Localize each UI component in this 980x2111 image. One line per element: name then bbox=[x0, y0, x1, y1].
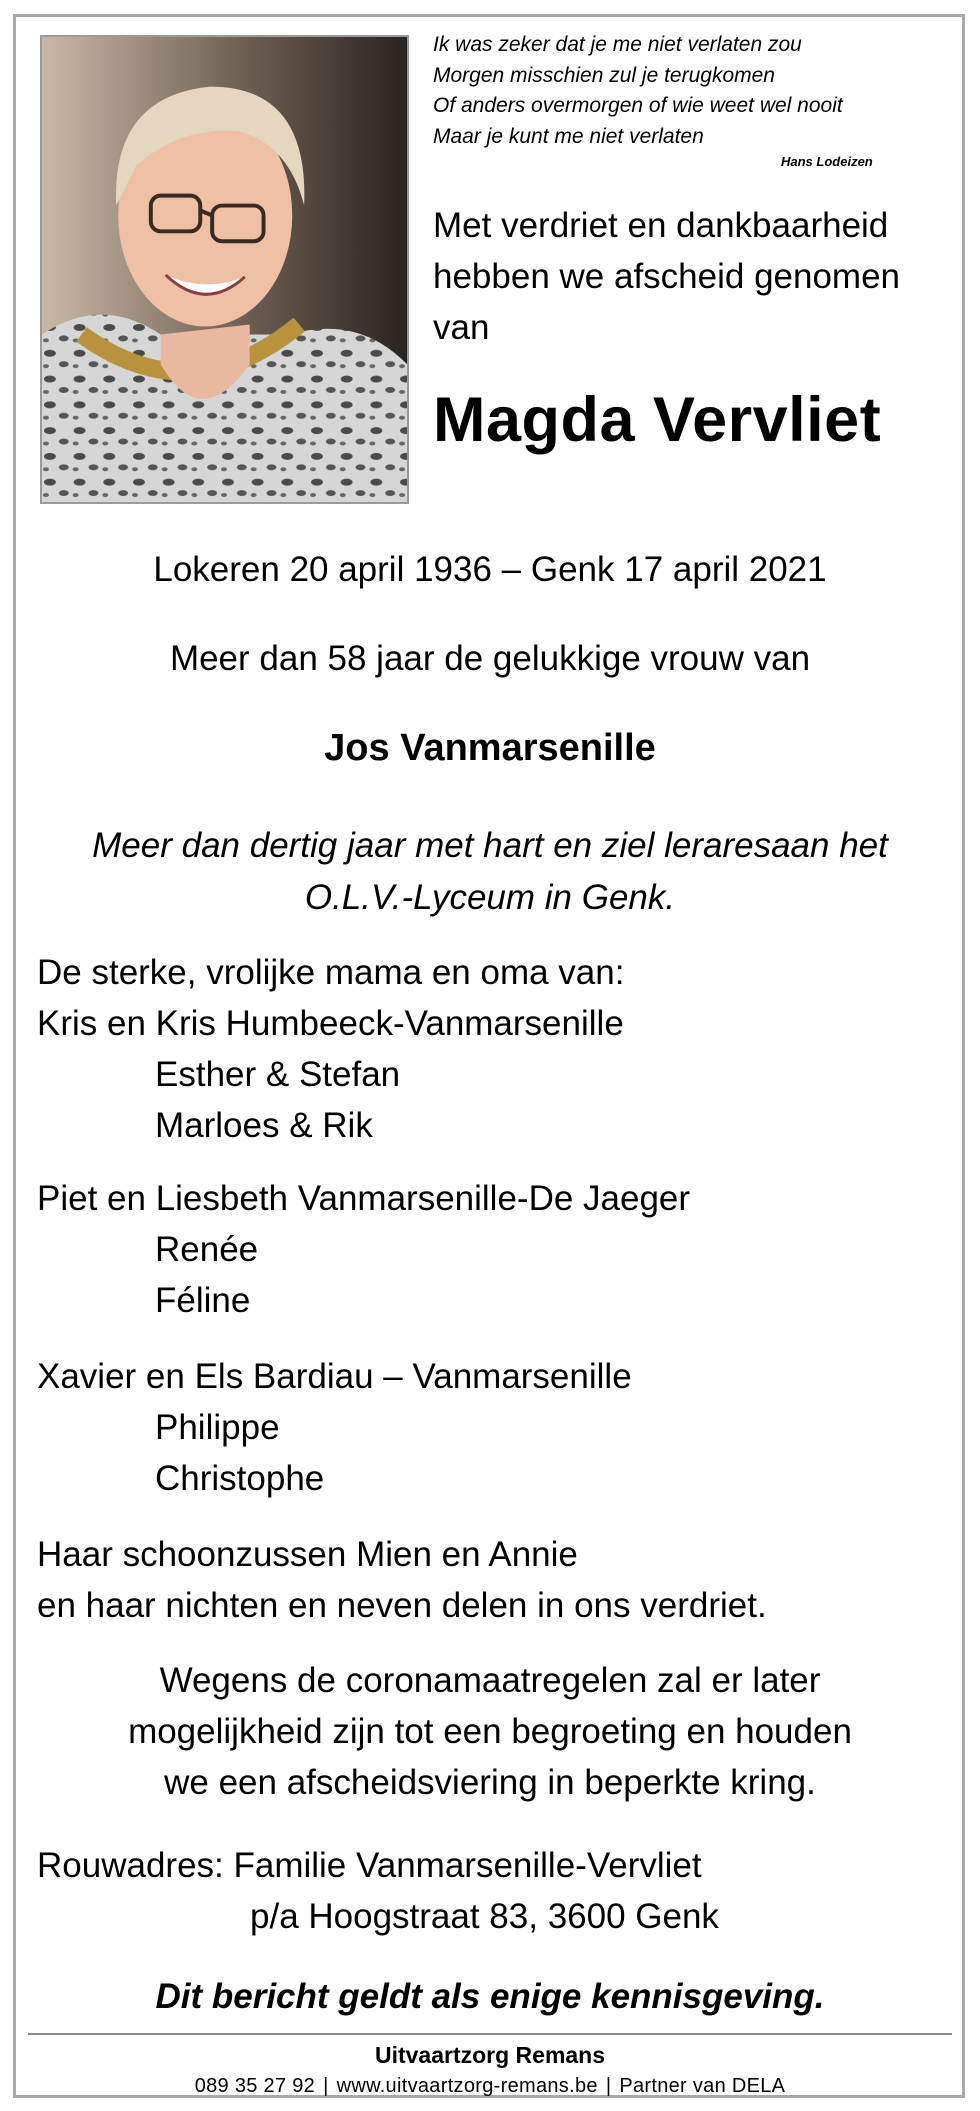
spouse-name: Jos Vanmarsenille bbox=[324, 727, 656, 769]
family-child: Féline bbox=[155, 1281, 251, 1320]
closing-line: Haar schoonzussen Mien en Annie bbox=[37, 1535, 578, 1574]
corona-line: we een afscheidsviering in beperkte kring. bbox=[164, 1763, 816, 1802]
corona-notice bbox=[20, 1655, 960, 1808]
address-line: Rouwadres: Familie Vanmarsenille-Vervliet bbox=[37, 1846, 702, 1885]
intro-line: hebben we afscheid genomen bbox=[433, 257, 901, 296]
family-child: Esther & Stefan bbox=[155, 1055, 401, 1094]
family-child: Philippe bbox=[155, 1408, 280, 1447]
funeral-company: Uitvaartzorg Remans bbox=[374, 2042, 606, 2068]
closing-line: en haar nichten en neven delen in ons verdriet. bbox=[37, 1586, 767, 1625]
poem-line: Maar je kunt me niet verlaten bbox=[433, 124, 704, 148]
poem-line: Of anders overmorgen of wie weet wel nooit bbox=[433, 94, 843, 117]
family-group-2 bbox=[37, 1173, 690, 1326]
intro-line: Met verdriet en dankbaarheid bbox=[433, 206, 889, 245]
life-dates: Lokeren 20 april 1936 – Genk 17 april 2021 bbox=[153, 550, 827, 589]
family-parents: Kris en Kris Humbeeck-Vanmarsenille bbox=[37, 1004, 624, 1043]
partner-text: Partner van DELA bbox=[619, 2075, 786, 2097]
family-parents: Piet en Liesbeth Vanmarsenille-De Jaeger bbox=[37, 1179, 691, 1218]
phone-number: 089 35 27 92 bbox=[194, 2075, 316, 2097]
family-heading: De sterke, vrolijke mama en oma van: bbox=[37, 953, 625, 992]
address-line: p/a Hoogstraat 83, 3600 Genk bbox=[250, 1897, 719, 1936]
footer-contact bbox=[20, 2075, 960, 2098]
website-link[interactable]: www.uitvaartzorg-remans.be bbox=[336, 2075, 598, 2097]
poem-line: Morgen misschien zul je terugkomen bbox=[433, 63, 775, 87]
career-line: Meer dan dertig jaar met hart en ziel leraresaan het bbox=[92, 826, 888, 865]
poem-line: Ik was zeker dat je me niet verlaten zou bbox=[433, 33, 802, 56]
career-line: O.L.V.-Lyceum in Genk. bbox=[304, 878, 676, 917]
family-child: Marloes & Rik bbox=[155, 1106, 373, 1145]
poem bbox=[433, 30, 903, 152]
intro-line: van bbox=[433, 308, 490, 347]
intro-text bbox=[433, 200, 953, 353]
family-parents: Xavier en Els Bardiau – Vanmarsenille bbox=[37, 1357, 632, 1396]
footer-divider bbox=[28, 2033, 952, 2035]
corona-line: Wegens de coronamaatregelen zal er later bbox=[159, 1661, 821, 1700]
portrait-photo bbox=[40, 35, 409, 504]
family-group-3 bbox=[37, 1351, 632, 1504]
family-group-1 bbox=[37, 947, 624, 1151]
corona-line: mogelijkheid zijn tot een begroeting en houden bbox=[128, 1712, 852, 1751]
married-text: Meer dan 58 jaar de gelukkige vrouw van bbox=[169, 639, 811, 678]
poem-author: Hans Lodeizen bbox=[781, 154, 873, 169]
family-child: Christophe bbox=[155, 1459, 325, 1498]
notice-text: Dit bericht geldt als enige kennisgeving. bbox=[155, 1977, 825, 2016]
mourning-address bbox=[37, 1840, 719, 1942]
separator: | bbox=[323, 2075, 329, 2097]
separator: | bbox=[605, 2075, 612, 2097]
career-text bbox=[20, 820, 960, 924]
family-child: Renée bbox=[155, 1230, 259, 1269]
family-closing bbox=[37, 1529, 767, 1631]
deceased-name: Magda Vervliet bbox=[433, 385, 882, 455]
